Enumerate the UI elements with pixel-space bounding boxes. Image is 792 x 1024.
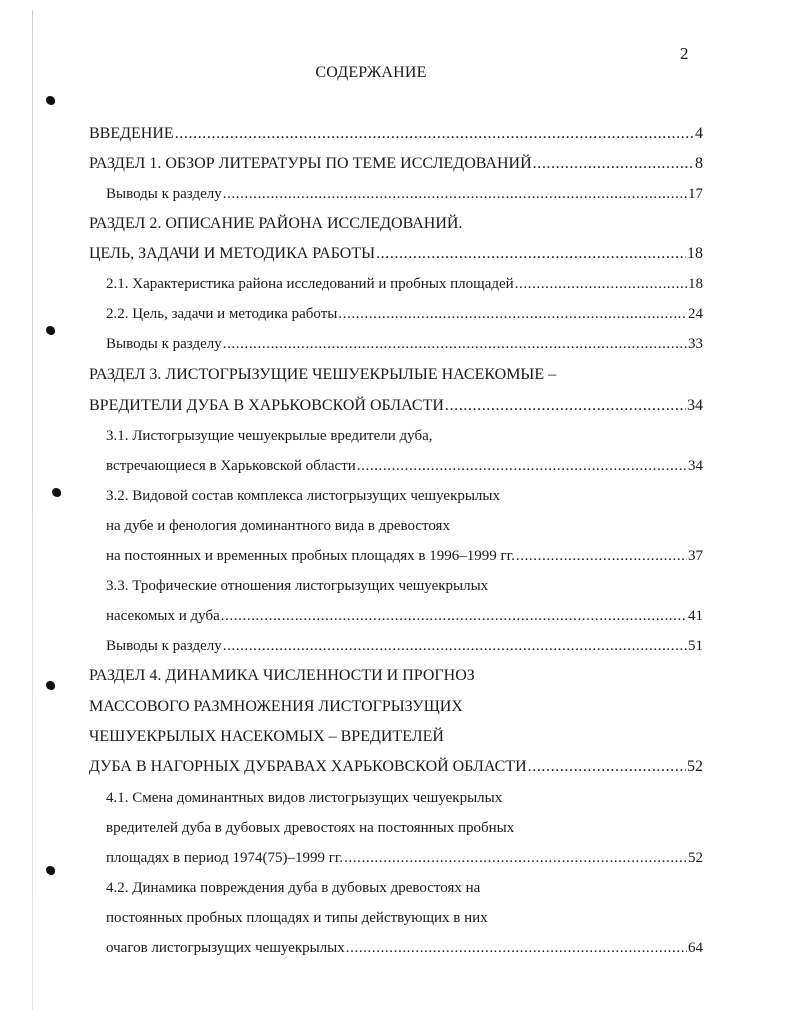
toc-entry-text: МАССОВОГО РАЗМНОЖЕНИЯ ЛИСТОГРЫЗУЩИХ [89, 698, 463, 715]
scan-edge-line [32, 10, 33, 1010]
toc-entry-text: на постоянных и временных пробных площадях в 1996–1999 гг. [106, 548, 515, 564]
toc-dot-leader [223, 183, 687, 205]
toc-entry-2-1 [106, 273, 703, 295]
toc-dot-leader [515, 273, 687, 295]
toc-entry-section-2-line-1 [89, 213, 703, 235]
toc-entry-text: постоянных пробных площадях и типы действующих в них [106, 910, 488, 926]
toc-entry-section-4-line-2 [89, 696, 703, 718]
toc-entry-text: 4.2. Динамика повреждения дуба в дубовых древостоях на [106, 880, 481, 896]
toc-page-number: 34 [687, 397, 703, 414]
toc-entry-3-1 [106, 455, 703, 477]
toc-entry-text: РАЗДЕЛ 1. ОБЗОР ЛИТЕРАТУРЫ ПО ТЕМЕ ИССЛЕДОВАНИЙ [89, 155, 532, 172]
toc-entry-text: вредителей дуба в дубовых древостоях на постоянных пробных [106, 820, 515, 836]
toc-entry-4-2 [106, 937, 703, 959]
binder-hole-mark [46, 681, 55, 690]
toc-entry-section-4-line-1 [89, 665, 703, 687]
page-number: 2 [680, 44, 689, 63]
toc-entry-text: ВРЕДИТЕЛИ ДУБА В ХАРЬКОВСКОЙ ОБЛАСТИ [89, 397, 444, 414]
toc-page-number: 41 [688, 608, 703, 624]
toc-entry-4-1-line-1 [106, 787, 703, 809]
toc-dot-leader [357, 455, 687, 477]
toc-entry-text: 4.1. Смена доминантных видов листогрызущих чешуекрылых [106, 790, 503, 806]
toc-entry-intro [89, 123, 703, 145]
toc-entry-text: РАЗДЕЛ 3. ЛИСТОГРЫЗУЩИЕ ЧЕШУЕКРЫЛЫЕ НАСЕКОМЫЕ – [89, 366, 557, 383]
toc-dot-leader [516, 545, 687, 567]
toc-entry-text: на дубе и фенология доминантного вида в древостоях [106, 518, 450, 534]
toc-entry-text: РАЗДЕЛ 4. ДИНАМИКА ЧИСЛЕННОСТИ И ПРОГНОЗ [89, 667, 475, 684]
toc-dot-leader [445, 395, 686, 417]
toc-entry-text: встречающиеся в Харьковской области [106, 458, 356, 474]
toc-entry-section-1-conclusions [106, 183, 703, 205]
toc-entry-text: насекомых и дуба [106, 608, 220, 624]
toc-entry-text: Выводы к разделу [106, 186, 222, 202]
toc-entry-text: 3.1. Листогрызущие чешуекрылые вредители дуба, [106, 428, 433, 444]
toc-dot-leader [223, 333, 687, 355]
toc-page-number: 52 [688, 850, 703, 866]
toc-page-number: 8 [695, 155, 703, 172]
toc-page-number: 34 [688, 458, 703, 474]
toc-entry-section-3-line-1 [89, 364, 703, 386]
toc-dot-leader [346, 937, 687, 959]
toc-entry-section-4-line-3 [89, 726, 703, 748]
toc-entry-3-2 [106, 545, 703, 567]
toc-dot-leader [338, 303, 687, 325]
toc-entry-text: 3.2. Видовой состав комплекса листогрызущих чешуекрылых [106, 488, 500, 504]
toc-dot-leader [528, 756, 686, 778]
toc-entry-3-2-line-2 [106, 515, 703, 537]
toc-entry-text: ВВЕДЕНИЕ [89, 125, 174, 142]
toc-entry-section-2 [89, 243, 703, 265]
toc-dot-leader [533, 153, 694, 175]
toc-dot-leader [223, 635, 687, 657]
toc-page-number: 51 [688, 638, 703, 654]
toc-entry-2-2 [106, 303, 703, 325]
toc-entry-section-3 [89, 395, 703, 417]
toc-dot-leader [376, 243, 686, 265]
toc-entry-4-1 [106, 847, 703, 869]
binder-hole-mark [46, 866, 55, 875]
toc-entry-text: ЧЕШУЕКРЫЛЫХ НАСЕКОМЫХ – ВРЕДИТЕЛЕЙ [89, 728, 444, 745]
toc-page-number: 17 [688, 186, 703, 202]
toc-page-number: 37 [688, 548, 703, 564]
toc-entry-text: ЦЕЛЬ, ЗАДАЧИ И МЕТОДИКА РАБОТЫ [89, 245, 376, 262]
toc-page-number: 33 [688, 336, 703, 352]
toc-entry-4-1-line-2 [106, 817, 703, 839]
toc-dot-leader [175, 123, 694, 145]
toc-entry-3-3-line-1 [106, 575, 703, 597]
toc-entry-text: площадях в период 1974(75)–1999 гг. [106, 850, 344, 866]
toc-entry-4-2-line-2 [106, 907, 703, 929]
toc-entry-section-2-conclusions [106, 333, 703, 355]
toc-entry-text: 2.1. Характеристика района исследований и пробных площадей [106, 276, 514, 292]
toc-entry-text: ДУБА В НАГОРНЫХ ДУБРАВАХ ХАРЬКОВСКОЙ ОБЛАСТИ [89, 758, 527, 775]
toc-dot-leader [344, 847, 687, 869]
toc-entry-text: 3.3. Трофические отношения листогрызущих чешуекрылых [106, 578, 489, 594]
page-title: СОДЕРЖАНИЕ [315, 64, 427, 81]
toc-entry-3-1-line-1 [106, 425, 703, 447]
toc-entry-text: 2.2. Цель, задачи и методика работы [106, 306, 338, 322]
toc-page-number: 52 [687, 758, 703, 775]
toc-entry-text: Выводы к разделу [106, 336, 222, 352]
toc-entry-section-4 [89, 756, 703, 778]
toc-entry-4-2-line-1 [106, 877, 703, 899]
toc-entry-3-3 [106, 605, 703, 627]
binder-hole-mark [46, 96, 55, 105]
toc-page-number: 18 [687, 245, 703, 262]
toc-page-number: 18 [688, 276, 703, 292]
toc-entry-text: РАЗДЕЛ 2. ОПИСАНИЕ РАЙОНА ИССЛЕДОВАНИЙ. [89, 215, 463, 232]
toc-page-number: 4 [695, 125, 703, 142]
toc-entry-3-2-line-1 [106, 485, 703, 507]
toc-page-number: 24 [688, 306, 703, 322]
toc-entry-text: Выводы к разделу [106, 638, 222, 654]
toc-page-number: 64 [688, 940, 703, 956]
toc-entry-section-3-conclusions [106, 635, 703, 657]
toc-dot-leader [221, 605, 687, 627]
binder-hole-mark [52, 488, 61, 497]
toc-entry-section-1 [89, 153, 703, 175]
binder-hole-mark [46, 326, 55, 335]
toc-entry-text: очагов листогрызущих чешуекрылых [106, 940, 345, 956]
